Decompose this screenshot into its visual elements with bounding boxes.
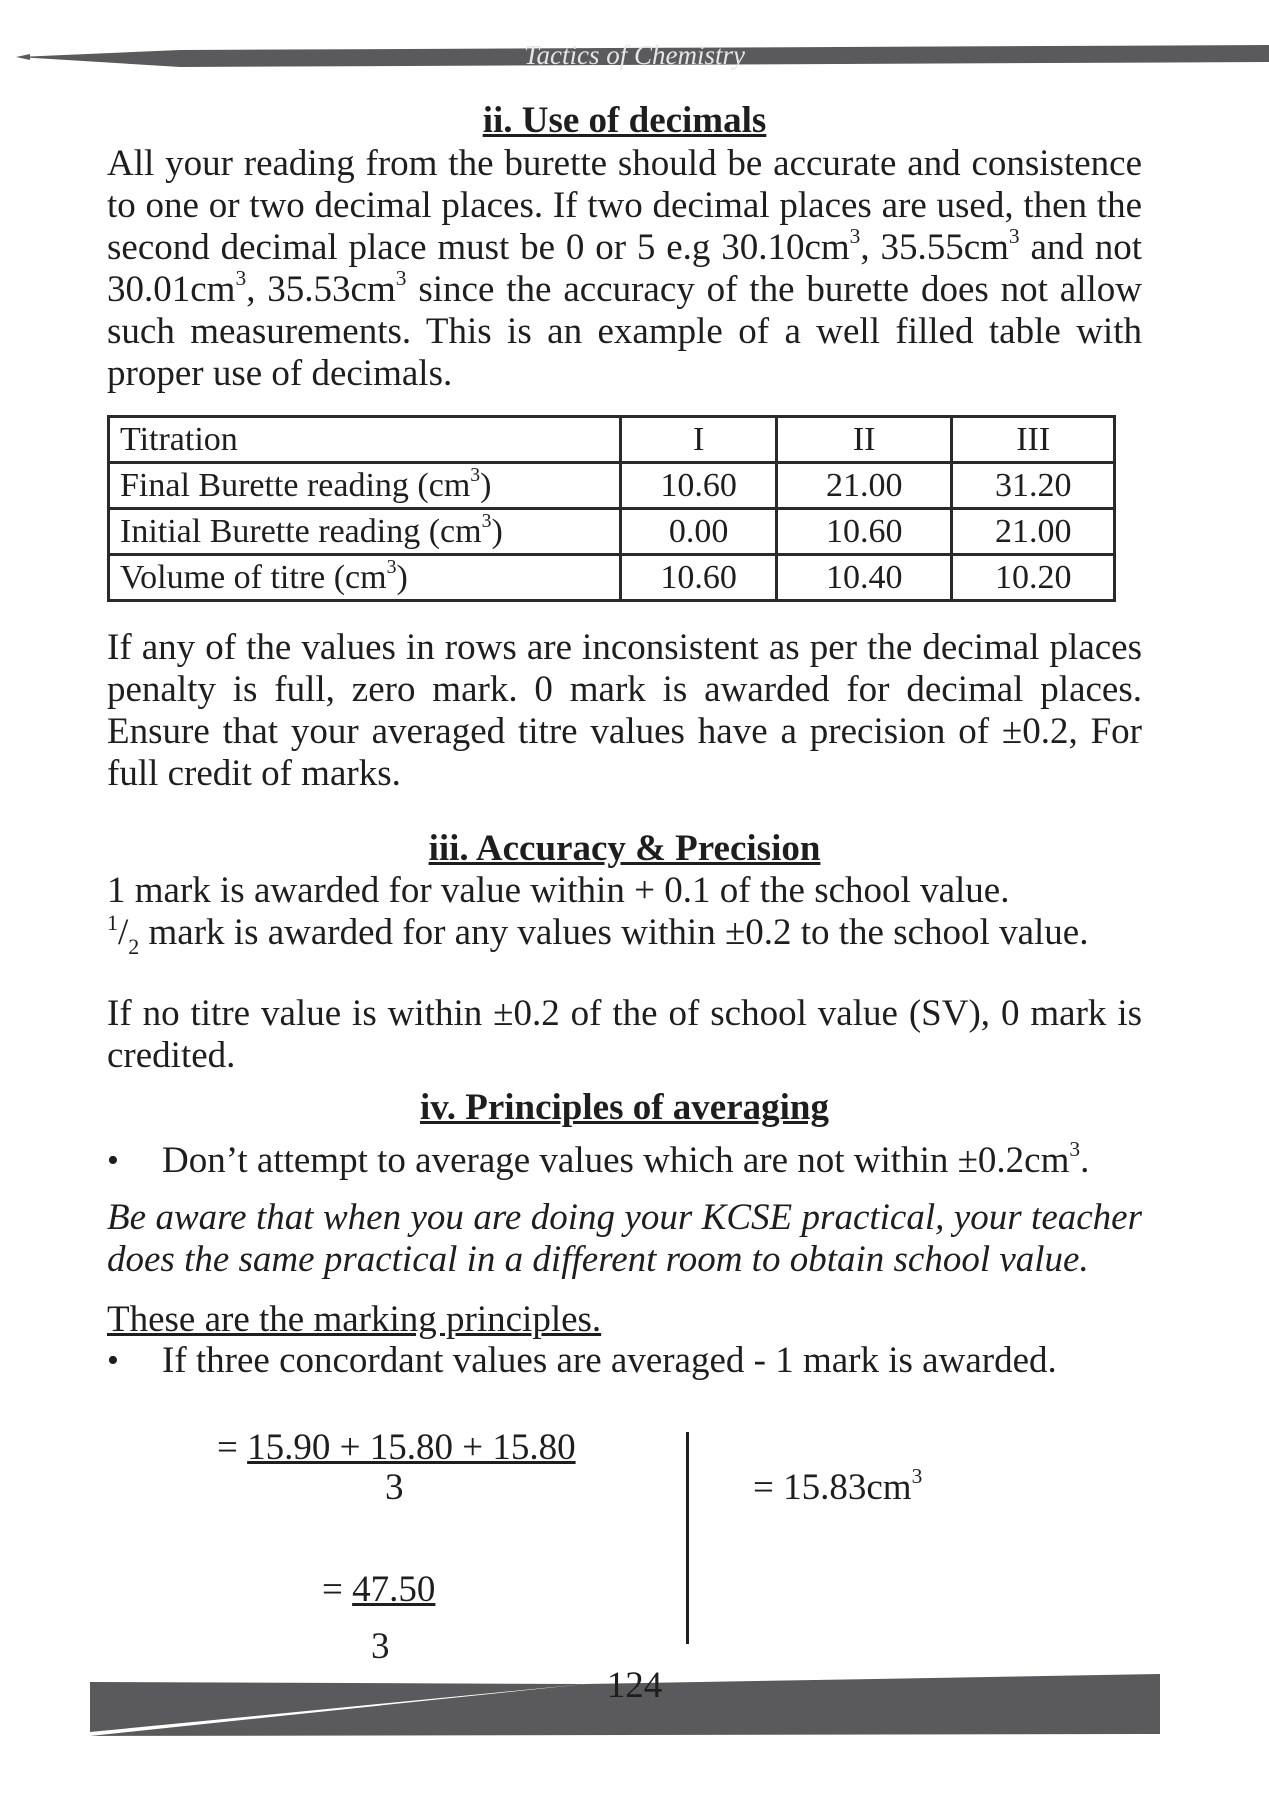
bullet-icon: •	[107, 1342, 119, 1379]
table-cell: 31.20	[952, 463, 1115, 509]
accuracy-line-one-mark: 1 mark is awarded for value within + 0.1 of the school value.	[107, 870, 1010, 911]
page-number: 124	[606, 1665, 663, 1706]
table-row-label: Volume of titre $(cm^3)$	[109, 555, 621, 601]
table-cell: 10.40	[776, 555, 951, 601]
calc-equation-one-denominator: 3	[385, 1467, 404, 1508]
calc-divider-line	[686, 1432, 689, 1644]
table-cell: 10.60	[621, 555, 777, 601]
calc-result: = $15.83cm^3$	[753, 1463, 923, 1508]
calc-equation-two: = 47.50	[322, 1569, 436, 1610]
decimals-paragraph: All your reading from the burette should be accurate and consistence to one or two decimal places. If two decimal places are used, then the second decimal place must be 0 or 5 e.g $30.10cm^3$, $35.55cm^3$ and not $30.01cm^3$, $35.53cm^3$ since the accuracy of the burette does not allow such measurements. This is an example of a well filled table with proper use of decimals.	[107, 143, 1143, 394]
table-row	[109, 555, 1115, 601]
no-titre-paragraph: If no titre value is within ±0.2 of the of school value (SV), 0 mark is credited.	[107, 993, 1142, 1076]
table-row-label: Final Burette reading $(cm^3)$	[109, 463, 621, 509]
table-column-header: I	[621, 417, 777, 463]
averaging-bullet-two: If three concordant values are averaged - 1 mark is awarded.	[162, 1340, 1057, 1381]
table-cell: 21.00	[952, 509, 1115, 555]
table-row-label: Initial Burette reading $(cm^3)$	[109, 509, 621, 555]
section-heading-use-of-decimals: ii. Use of decimals	[482, 100, 767, 141]
section-heading-accuracy-precision: iii. Accuracy & Precision	[428, 828, 821, 869]
table-header-label: Titration	[109, 417, 621, 463]
table-column-header: III	[952, 417, 1115, 463]
accuracy-line-half-mark: $^1/_2$ mark is awarded for any values within ±0.2 to the school value.	[107, 910, 1089, 959]
table-cell: 10.60	[621, 463, 777, 509]
table-cell: 10.20	[952, 555, 1115, 601]
table-header-row	[109, 417, 1115, 463]
section-heading-principles-of-averaging: iv. Principles of averaging	[419, 1087, 830, 1128]
table-row	[109, 509, 1115, 555]
calc-equation-one: = 15.90 + 15.80 + 15.80	[217, 1427, 576, 1468]
calc-equation-two-denominator: 3	[371, 1626, 390, 1667]
averaging-bullet-one: Don’t attempt to average values which are not within $\pm 0.2cm^3$.	[162, 1136, 1090, 1181]
running-header-title: Tactics of Chemistry	[523, 40, 745, 70]
decimal-penalty-paragraph: If any of the values in rows are inconsistent as per the decimal places penalty is full, zero mark. 0 mark is awarded for decimal places. Ensure that your averaged titre values have a precision of ±0.2, For full credit of marks.	[107, 627, 1142, 794]
bullet-icon: •	[107, 1142, 119, 1179]
table-row	[109, 463, 1115, 509]
table-cell: 21.00	[776, 463, 951, 509]
marking-principles-heading: These are the marking principles.	[107, 1299, 602, 1340]
italic-school-value-note: Be aware that when you are doing your KCSE practical, your teacher does the same practical in a different room to obtain school value.	[107, 1197, 1142, 1280]
titration-table	[107, 415, 1116, 602]
table-column-header: II	[776, 417, 951, 463]
table-cell: 10.60	[776, 509, 951, 555]
table-cell: 0.00	[621, 509, 777, 555]
